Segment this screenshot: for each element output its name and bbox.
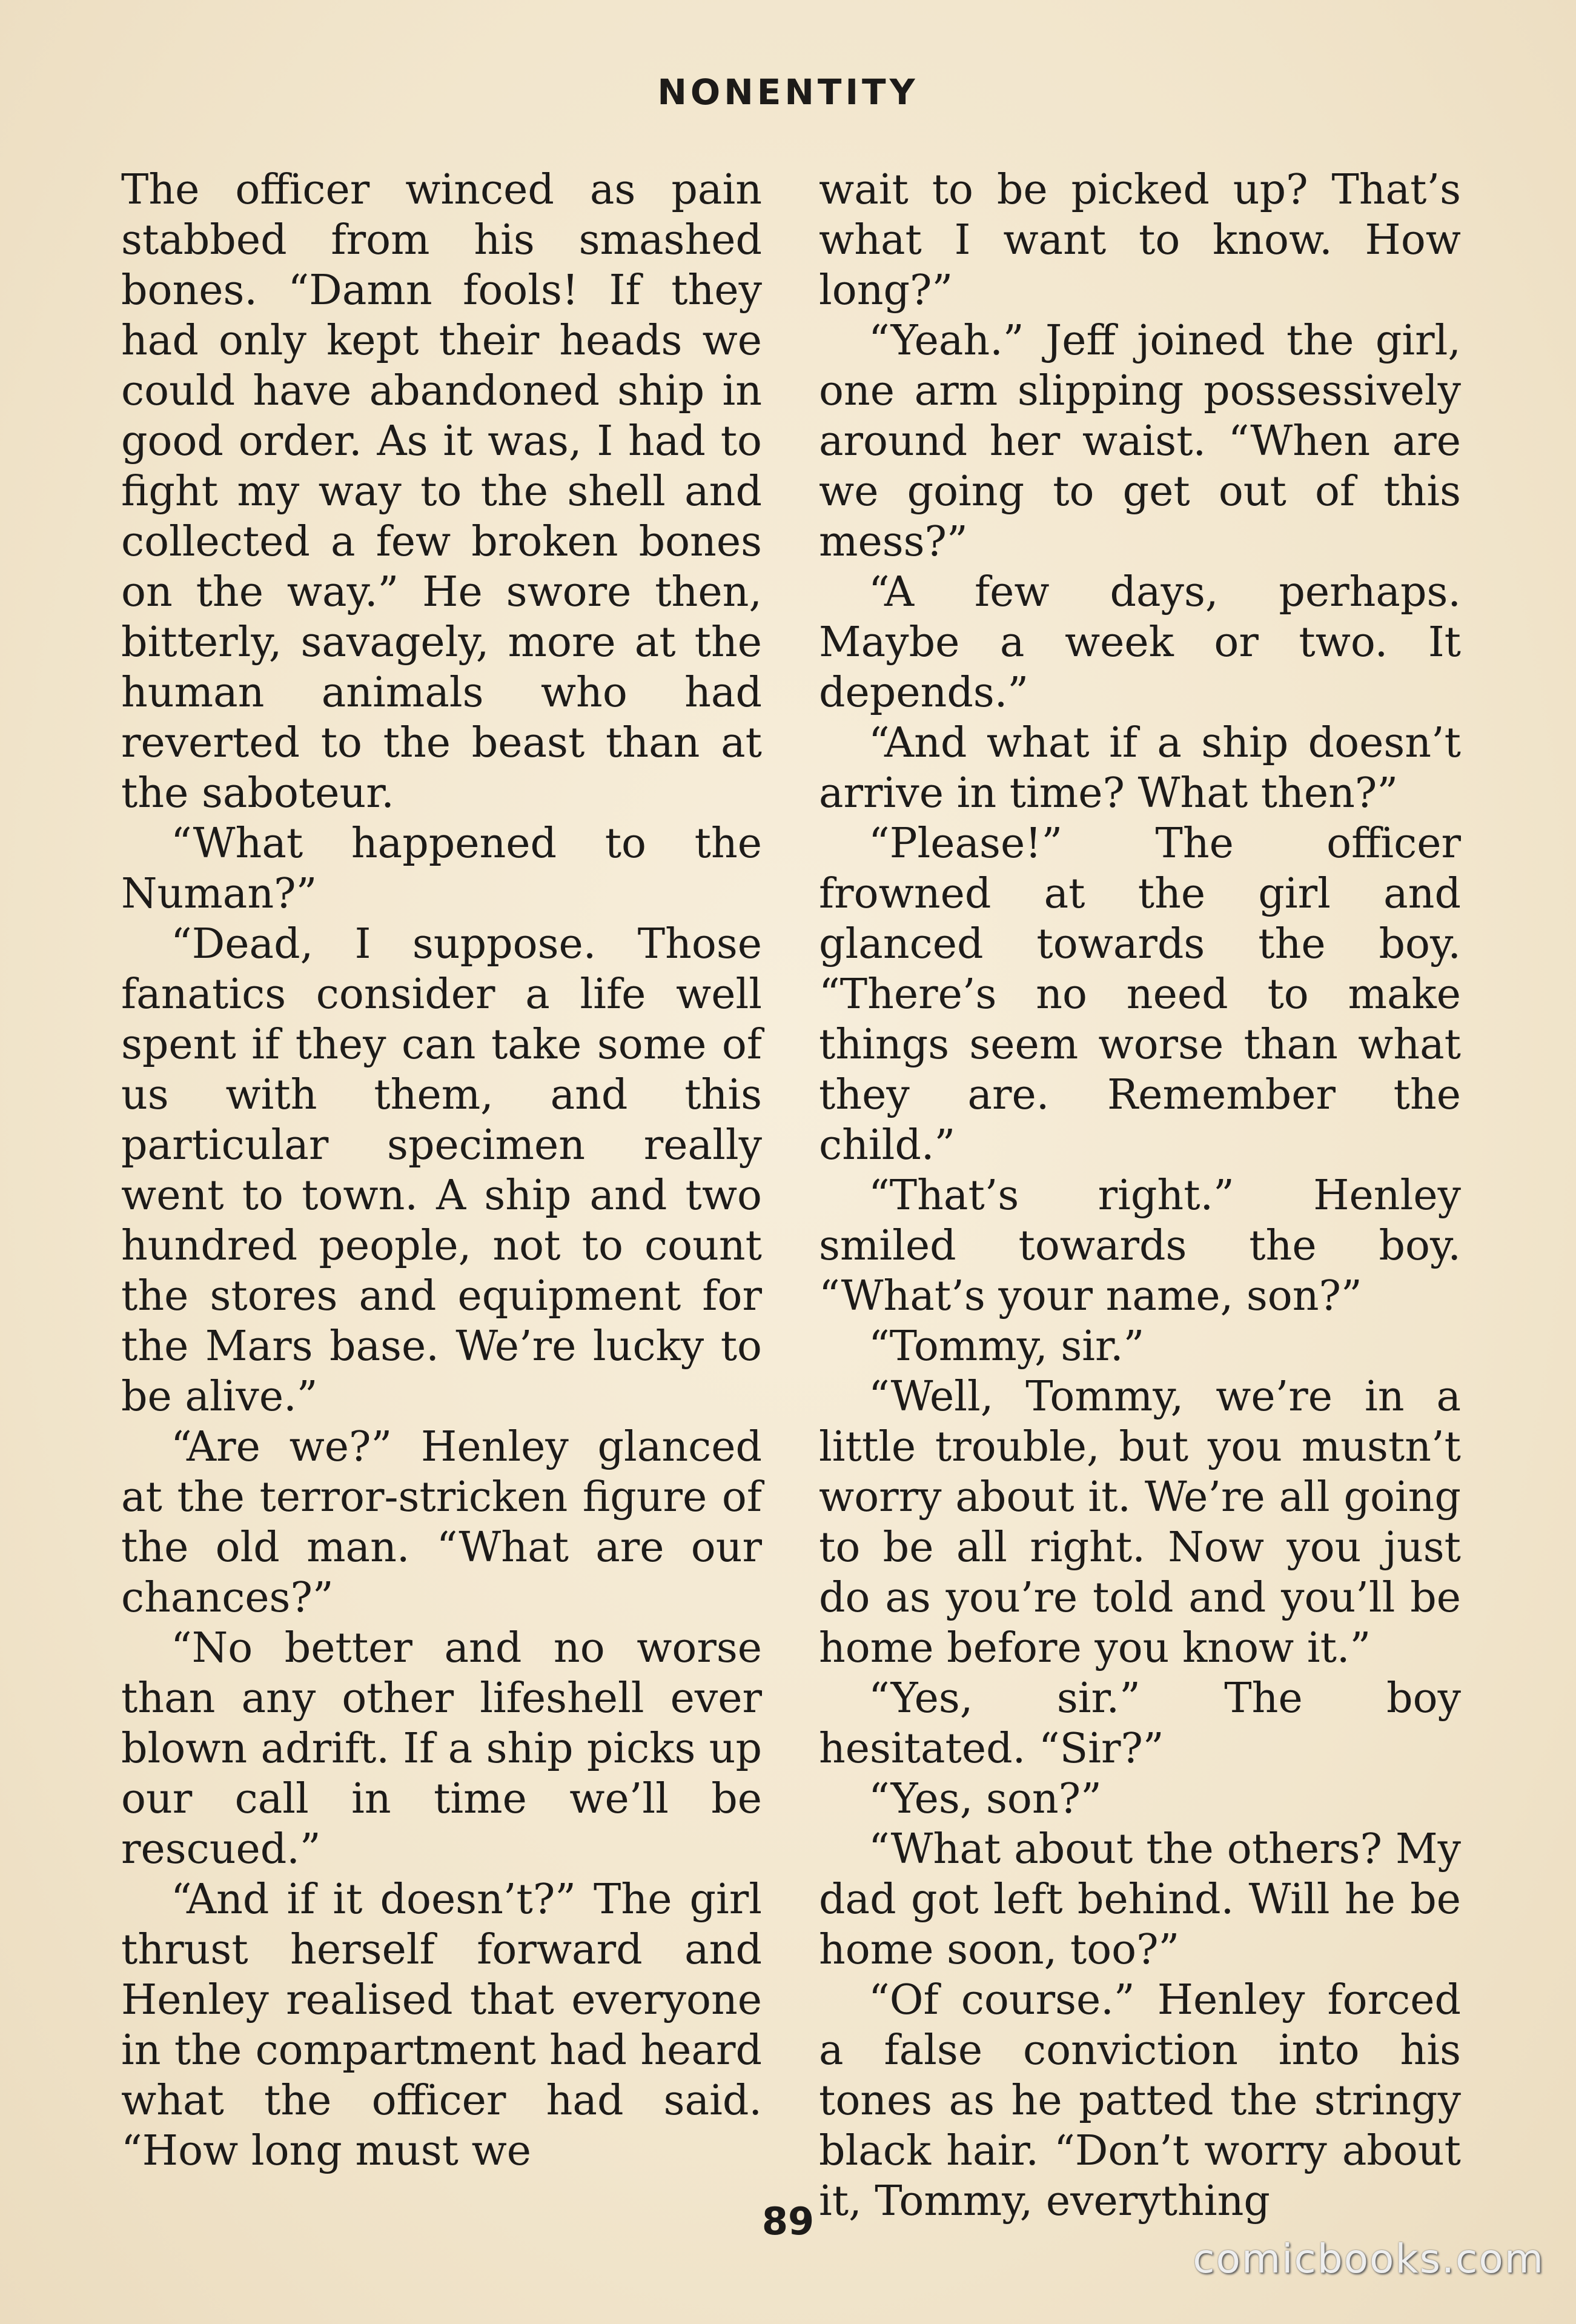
left-column: [121, 165, 762, 2176]
running-head: NONENTITY: [657, 71, 919, 113]
paragraph: “And what if a ship doesn’t arrive in time? What then?”: [819, 719, 1461, 817]
paragraph: “That’s right.” Henley smiled towards the boy. “What’s your name, son?”: [819, 1172, 1461, 1320]
paragraph: “Please!” The officer frowned at the girl and glanced towards the boy. “There’s no need to make things seem worse than what they are. Remember the child.”: [819, 820, 1461, 1169]
paragraph: “Of course.” Henley forced a false conviction into his tones as he patted the stringy black hair. “Don’t worry about it, Tommy, everything: [819, 1976, 1461, 2225]
paragraph: “Yes, sir.” The boy hesitated. “Sir?”: [819, 1675, 1461, 1773]
paragraph: wait to be picked up? That’s what I want to know. How long?”: [819, 166, 1461, 314]
paragraph: “Dead, I suppose. Those fanatics consider a life well spent if they can take some of us with them, and this particular specimen really went to town. A ship and two hundred people, not to count the stores and equipment for the Mars base. We’re lucky to be alive.”: [121, 920, 762, 1421]
paragraph: “Are we?” Henley glanced at the terror-stricken figure of the old man. “What are our chances?”: [121, 1423, 762, 1622]
page-number: 89: [761, 2199, 815, 2243]
paragraph: “What about the others? My dad got left behind. Will he be home soon, too?”: [819, 1825, 1461, 1974]
watermark: comicbooks.com: [1193, 2236, 1545, 2282]
paragraph: “Yeah.” Jeff joined the girl, one arm slipping possessively around her waist. “When are we going to get out of this mess?”: [819, 317, 1461, 566]
paragraph: “Tommy, sir.”: [869, 1323, 1145, 1370]
paragraph: “Yes, son?”: [869, 1775, 1102, 1823]
right-column: [819, 165, 1461, 2226]
paragraph: “A few days, perhaps. Maybe a week or two. It depends.”: [819, 568, 1461, 717]
paragraph: The officer winced as pain stabbed from his smashed bones. “Damn fools! If they had only kept their heads we could have abandoned ship in good order. As it was, I had to fight my way to the shell and collected a few broken bones on the way.” He swore then, bitterly, savagely, more at the human animals who had reverted to the beast than at the saboteur.: [121, 166, 762, 817]
paragraph: “And if it doesn’t?” The girl thrust herself forward and Henley realised that everyone in the compartment had heard what the officer had said. “How long must we: [121, 1876, 762, 2175]
paragraph: “No better and no worse than any other lifeshell ever blown adrift. If a ship picks up our call in time we’ll be rescued.”: [121, 1624, 762, 1873]
paragraph: “What happened to the Numan?”: [121, 820, 762, 918]
paragraph: “Well, Tommy, we’re in a little trouble, but you mustn’t worry about it. We’re all going to be all right. Now you just do as you’re told and you’ll be home before you know it.”: [819, 1373, 1461, 1672]
